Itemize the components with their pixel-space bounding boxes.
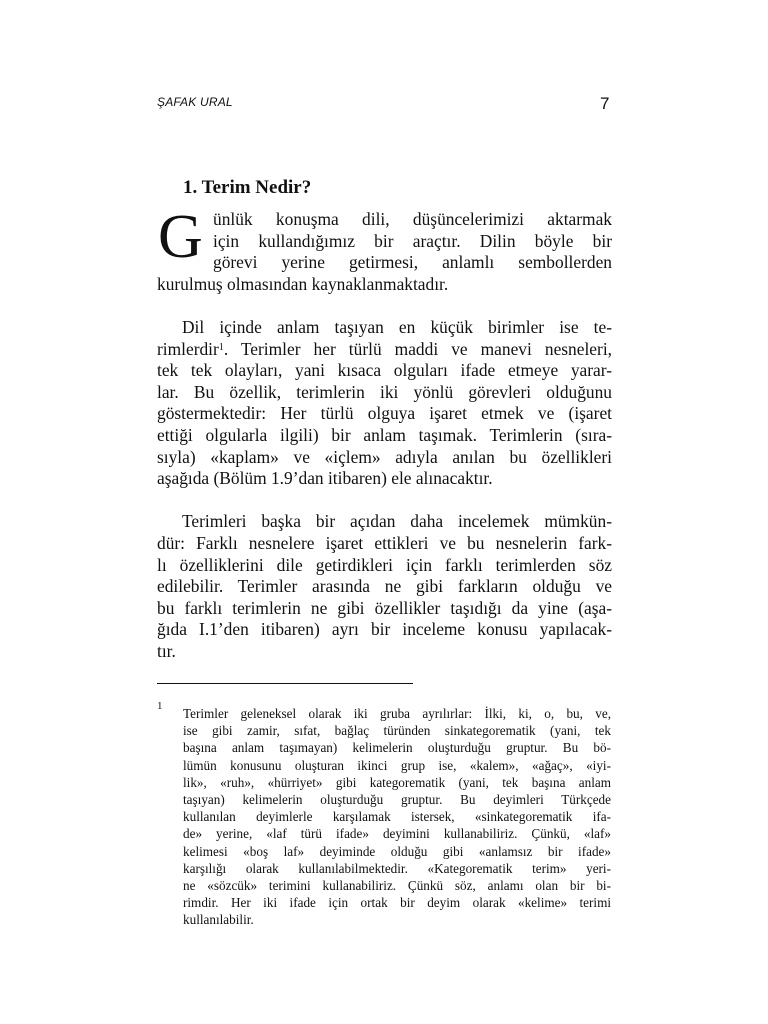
- running-head-author: ŞAFAK URAL: [157, 95, 233, 109]
- body-text: [157, 203, 612, 662]
- section-heading: 1. Terim Nedir?: [183, 177, 312, 198]
- footnote-separator: [157, 683, 413, 684]
- footnote-line: karşılığı olarak kullanılabilmektedir. «Kategorematik terim» yeri-: [183, 860, 611, 876]
- footnote-line: ise gibi zamir, sıfat, bağlaç türünden sinkategorematik (yani, tek: [183, 723, 611, 739]
- paragraph-3: [157, 511, 612, 662]
- text-line: görevi yerine getirmesi, anlamlı sembollerden: [213, 252, 612, 273]
- text-line: göstermektedir: Her türlü olguya işaret etmek ve (işaret: [157, 403, 612, 424]
- text-line: ünlük konuşma dili, düşüncelerimizi aktarmak: [213, 209, 612, 229]
- footnote-line: lümün konusunu oluşturan ikinci grup ise, «kalem», «ağaç», «iyi-: [183, 757, 611, 773]
- text-line: kurulmuş olmasından kaynaklanmaktadır.: [157, 273, 449, 294]
- footnote-line: de» yerine, «laf türü ifade» deyimini kullanabiliriz. Çünkü, «laf»: [183, 826, 611, 842]
- text-line: dür: Farklı nesnelere işaret ettikleri ve bu nesnelerin fark-: [157, 532, 612, 553]
- footnote-line: rimdir. Her iki ifade için ortak bir deyim olarak «kelime» terimi: [183, 895, 611, 911]
- drop-cap: G: [158, 203, 203, 271]
- text-line: Terimleri başka bir açıdan daha incelemek mümkün-: [182, 511, 612, 532]
- footnote-line: taşıyan) kelimelerin oluşturduğu gruptur. Bu deyimleri Türkçede: [183, 792, 611, 808]
- text-line: edilebilir. Terimler arasında ne gibi farkların olduğu ve: [157, 576, 612, 597]
- text-line: tır.: [157, 640, 176, 661]
- footnote-text: [183, 705, 611, 929]
- paragraph-1: [157, 203, 612, 295]
- page-number: 7: [600, 94, 610, 113]
- footnote-line: başına anlam taşımayan) kelimelerin oluşturduğu gruptur. Bu bö-: [183, 740, 611, 756]
- footnote-line: kelimesi «boş laf» deyiminde olduğu gibi «anlamsız bir ifade»: [183, 843, 611, 859]
- footnote-reference[interactable]: 1: [218, 341, 224, 353]
- text-line: için kullandığımız bir araçtır. Dilin böyle bir: [213, 230, 612, 251]
- text-line: lı özelliklerini dile getirdikleri için farklı terimlerden söz: [157, 554, 612, 575]
- text-segment: . Terimler her türlü maddi ve manevi nesneleri,: [223, 338, 612, 359]
- text-segment: rimlerdir: [157, 338, 219, 359]
- text-line: ettiği olgularla ilgili) bir anlam taşımak. Terimlerin (sıra-: [157, 424, 612, 445]
- text-line: [157, 339, 612, 361]
- footnote-line: ne «sözcük» terimini kullanabiliriz. Çünkü söz, anlamı olan bir bi-: [183, 878, 611, 894]
- text-line: ğıda I.1’den itibaren) ayrı bir inceleme konusu yapılacak-: [157, 619, 612, 640]
- text-line: sıyla) «kaplam» ve «içlem» adıyla anılan bu özellikleri: [157, 446, 612, 467]
- text-line: lar. Bu özellik, terimlerin iki yönlü görevleri olduğunu: [157, 381, 612, 402]
- text-line: bu farklı terimlerin ne gibi özellikler taşıdığı da yine (aşa-: [157, 597, 612, 618]
- text-line: aşağıda (Bölüm 1.9’dan itibaren) ele alınacaktır.: [157, 468, 493, 489]
- footnote-line: kullanılan deyimlerle karşılamak istersek, «sinkategorematik ifa-: [183, 809, 611, 825]
- footnote-line: lik», «ruh», «hürriyet» gibi kategorematik (yani, tek başına anlam: [183, 774, 611, 790]
- text-line: tek tek olayları, yani kısaca olguları ifade etmeye yarar-: [157, 360, 612, 381]
- footnote-line: Terimler geleneksel olarak iki gruba ayrılırlar: İlki, ki, o, bu, ve,: [183, 706, 611, 721]
- footnote-number: 1: [157, 700, 163, 712]
- text-line: Dil içinde anlam taşıyan en küçük birimler ise te-: [182, 316, 612, 337]
- paragraph-2: [157, 317, 612, 490]
- footnote-line: kullanılabilir.: [183, 912, 254, 928]
